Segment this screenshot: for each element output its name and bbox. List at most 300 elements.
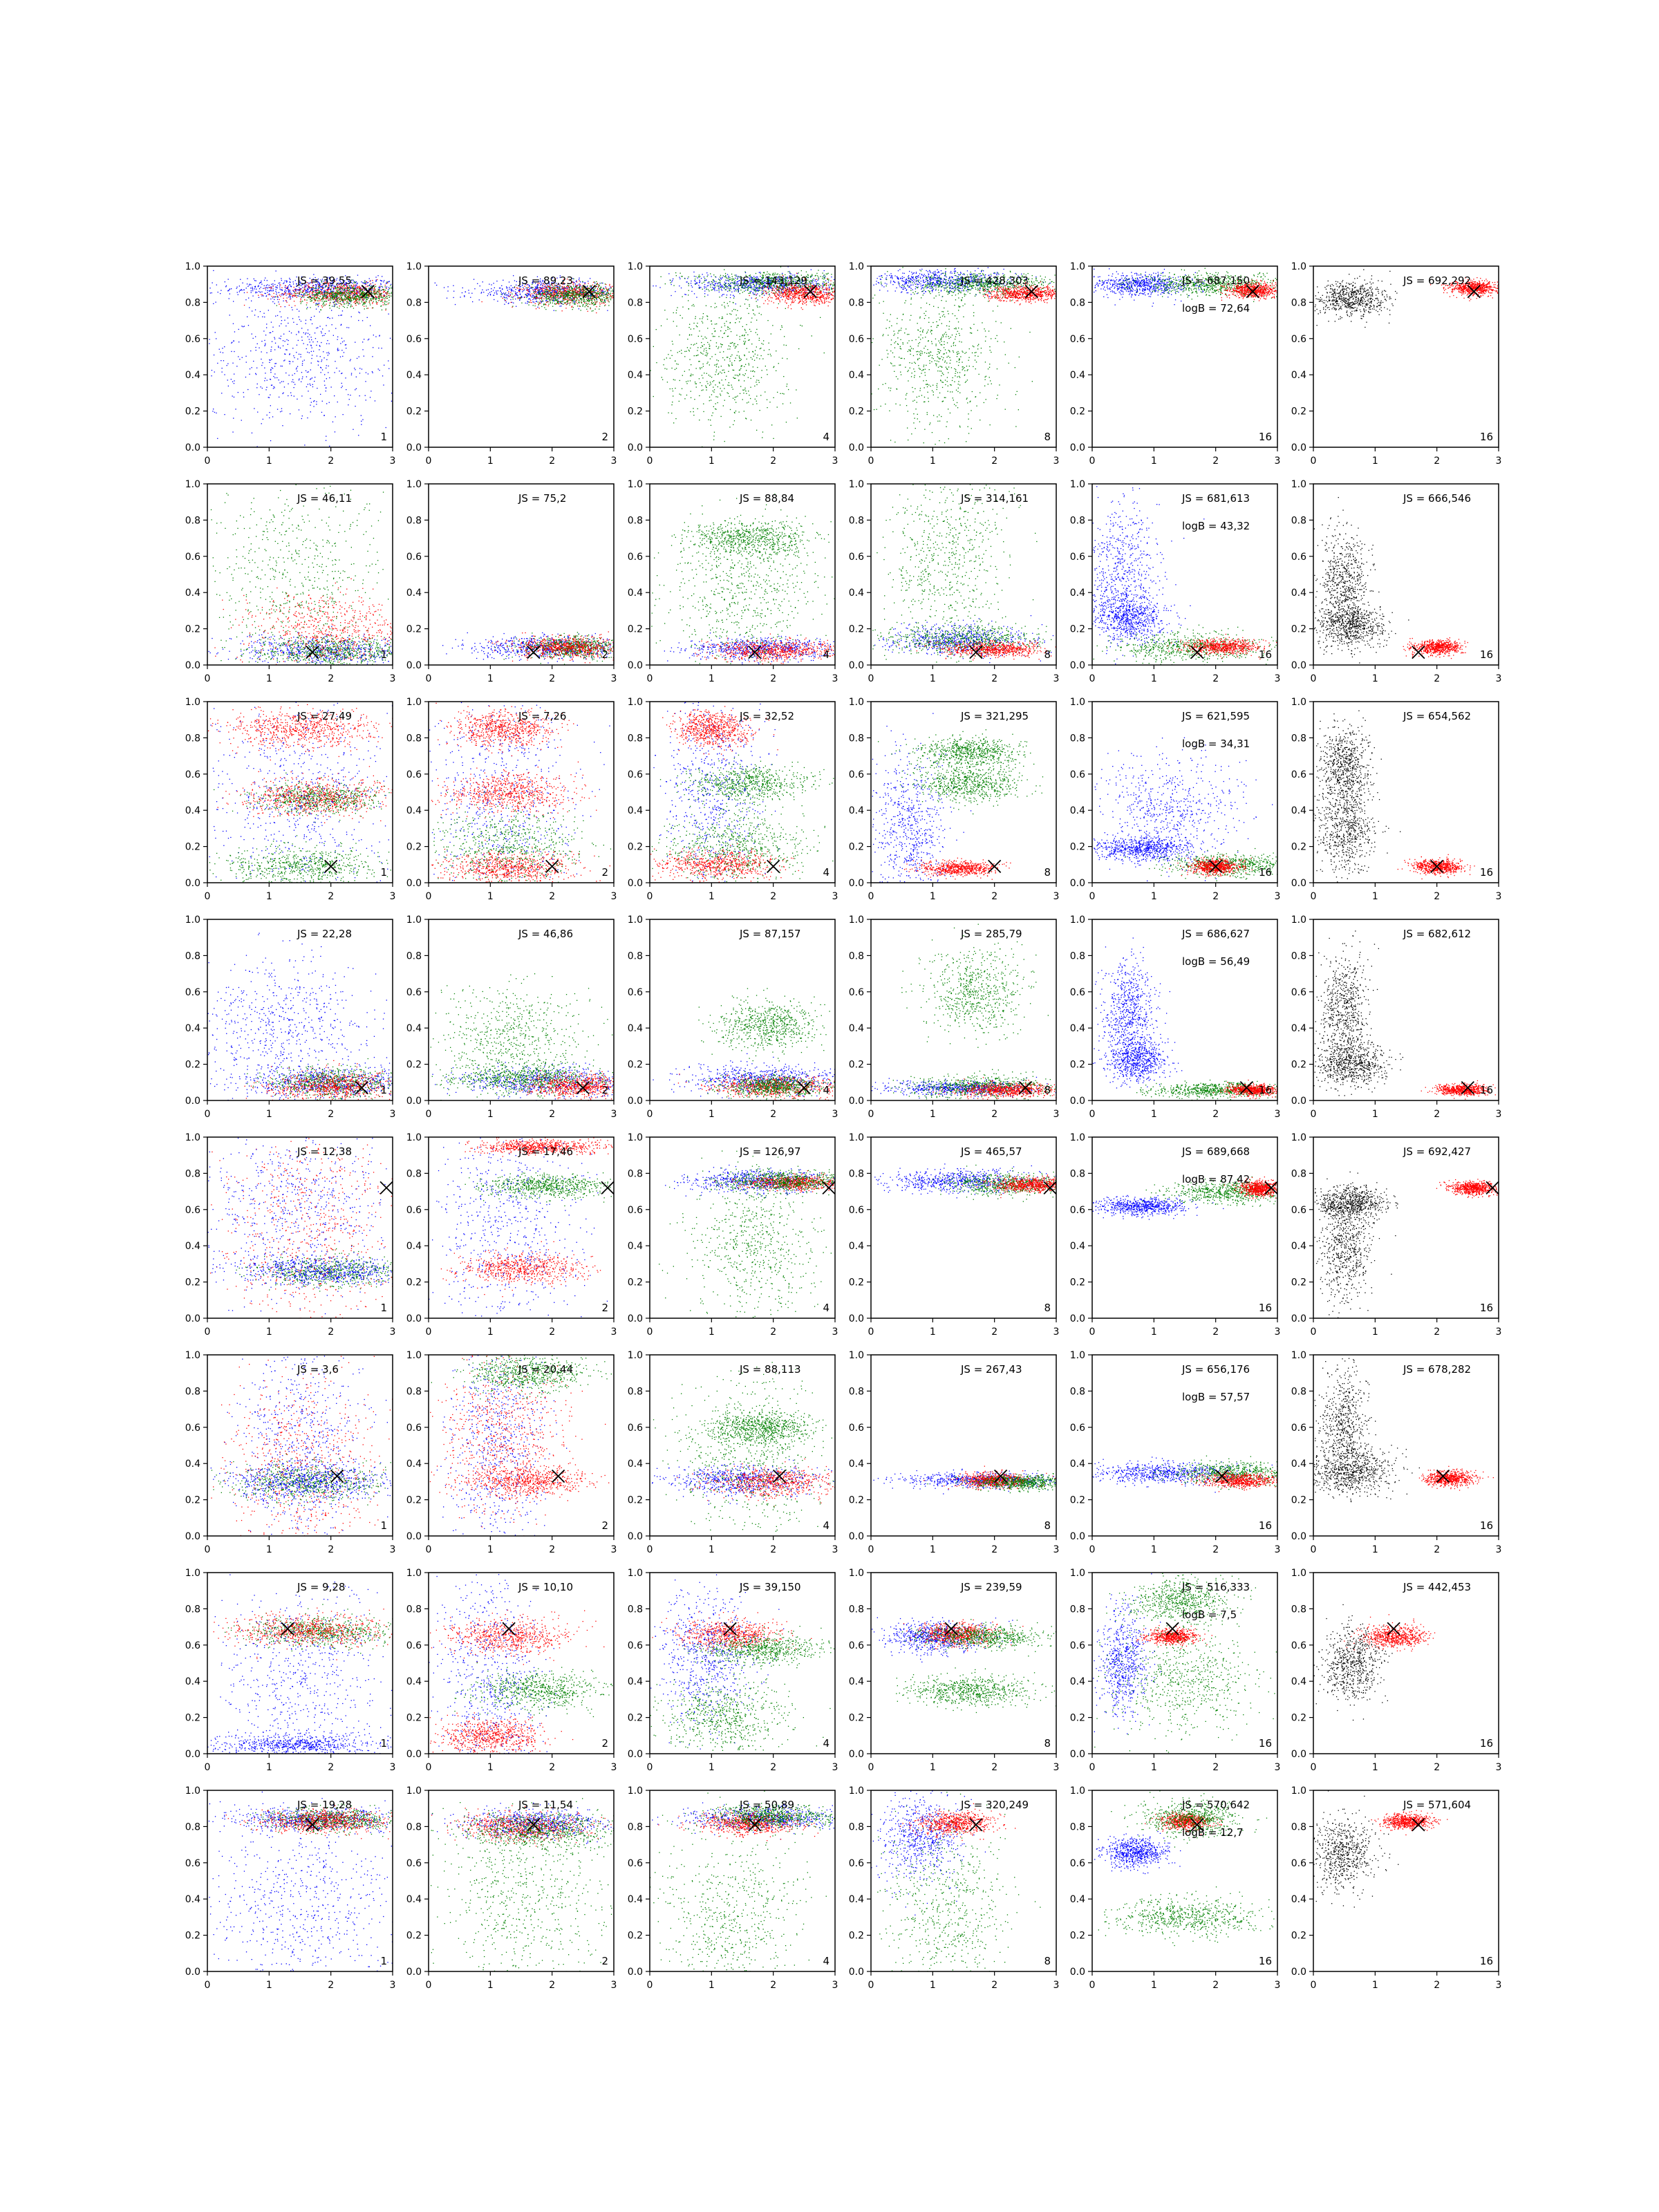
scatter-point <box>303 294 304 295</box>
scatter-point <box>329 377 330 378</box>
scatter-point <box>371 292 372 293</box>
scatter-point <box>570 300 571 301</box>
scatter-point <box>594 301 595 302</box>
scatter-point <box>365 395 366 396</box>
scatter-point <box>320 300 321 301</box>
scatter-point <box>261 284 262 285</box>
scatter-point <box>707 285 708 286</box>
scatter-point <box>376 279 377 280</box>
scatter-point <box>277 285 278 286</box>
scatter-point <box>279 294 280 295</box>
scatter-point <box>331 291 332 292</box>
scatter-point <box>362 341 363 342</box>
scatter-point <box>375 276 376 277</box>
scatter-point <box>557 287 558 288</box>
scatter-point <box>306 302 307 303</box>
scatter-point <box>306 386 307 387</box>
scatter-point <box>283 294 284 295</box>
scatter-point <box>569 299 570 300</box>
scatter-point <box>519 299 520 300</box>
scatter-point <box>241 289 242 290</box>
scatter-point <box>298 331 299 332</box>
scatter-point <box>545 309 546 310</box>
scatter-point <box>213 303 214 304</box>
scatter-point <box>295 290 296 291</box>
scatter-point <box>556 297 557 298</box>
scatter-point <box>301 395 302 396</box>
scatter-point <box>382 297 383 298</box>
scatter-point <box>724 282 725 283</box>
scatter-point <box>727 291 728 292</box>
scatter-point <box>317 361 318 362</box>
scatter-point <box>278 301 279 302</box>
scatter-point <box>544 307 545 308</box>
scatter-point <box>334 395 335 396</box>
scatter-point <box>549 288 550 289</box>
scatter-point <box>344 307 345 308</box>
scatter-point <box>487 295 488 296</box>
scatter-point <box>577 285 578 286</box>
scatter-point <box>277 296 278 297</box>
scatter-point <box>582 306 583 307</box>
scatter-point <box>359 293 360 294</box>
scatter-point <box>345 296 346 297</box>
scatter-point <box>271 385 272 386</box>
scatter-point <box>384 300 385 301</box>
scatter-point <box>609 285 610 286</box>
scatter-point <box>604 299 605 300</box>
scatter-point <box>550 287 551 288</box>
scatter-point <box>329 318 330 319</box>
scatter-point <box>304 444 305 445</box>
scatter-point <box>224 414 225 415</box>
scatter-point <box>310 345 311 346</box>
scatter-point <box>310 319 311 320</box>
scatter-point <box>556 294 557 295</box>
scatter-point <box>287 288 288 289</box>
scatter-point <box>555 292 556 293</box>
scatter-point <box>296 368 297 369</box>
scatter-point <box>320 296 321 297</box>
scatter-point <box>706 272 707 273</box>
scatter-point <box>249 374 250 375</box>
scatter-point <box>610 296 611 297</box>
scatter-point <box>584 283 585 284</box>
scatter-point <box>338 315 339 316</box>
scatter-point <box>384 291 385 292</box>
scatter-point <box>575 283 576 284</box>
scatter-point <box>553 288 554 289</box>
scatter-point <box>734 290 735 291</box>
scatter-point <box>291 395 292 396</box>
scatter-point <box>261 423 262 424</box>
scatter-point <box>330 299 331 300</box>
scatter-point <box>314 316 315 317</box>
scatter-point <box>595 309 596 310</box>
scatter-point <box>528 294 529 295</box>
scatter-point <box>729 288 730 289</box>
scatter-point <box>275 316 276 317</box>
scatter-point <box>274 377 275 378</box>
scatter-point <box>540 287 541 288</box>
scatter-point <box>570 302 571 303</box>
scatter-point <box>305 295 306 296</box>
scatter-point <box>379 286 380 287</box>
scatter-point <box>282 425 283 426</box>
scatter-point <box>376 301 377 302</box>
scatter-point <box>607 298 608 299</box>
scatter-point <box>508 293 509 294</box>
scatter-point <box>296 334 297 335</box>
scatter-point <box>604 288 605 289</box>
scatter-point <box>735 303 736 304</box>
scatter-point <box>269 412 270 413</box>
scatter-point <box>522 289 523 290</box>
scatter-point <box>329 296 330 297</box>
scatter-point <box>327 317 328 318</box>
scatter-point <box>564 295 565 296</box>
scatter-point <box>310 369 311 370</box>
scatter-point <box>270 332 271 333</box>
scatter-point <box>510 295 511 296</box>
scatter-point <box>610 299 611 300</box>
scatter-point <box>288 340 289 341</box>
scatter-point <box>540 298 541 299</box>
scatter-point <box>313 351 314 352</box>
scatter-point <box>319 346 320 347</box>
scatter-point <box>745 272 746 273</box>
scatter-point <box>564 302 565 303</box>
scatter-point <box>280 338 281 339</box>
scatter-point <box>306 300 307 301</box>
scatter-point <box>542 295 543 296</box>
scatter-point <box>587 304 588 305</box>
scatter-point <box>587 300 588 301</box>
scatter-point <box>589 300 590 301</box>
scatter-point <box>271 284 272 285</box>
scatter-point <box>387 293 388 294</box>
scatter-point <box>319 293 320 294</box>
scatter-point <box>284 359 285 360</box>
scatter-point <box>296 352 297 353</box>
scatter-point <box>340 315 341 316</box>
scatter-point <box>574 290 575 291</box>
scatter-point <box>472 301 473 302</box>
scatter-point <box>336 295 337 296</box>
scatter-point <box>605 294 606 295</box>
x-tick-label: 0 <box>426 456 432 467</box>
scatter-point <box>579 293 580 294</box>
scatter-point <box>272 288 273 289</box>
scatter-point <box>375 286 376 287</box>
scatter-point <box>704 290 705 291</box>
scatter-point <box>219 349 220 350</box>
scatter-point <box>731 282 732 283</box>
scatter-point <box>448 286 449 287</box>
scatter-point <box>362 349 363 350</box>
scatter-point <box>574 295 575 296</box>
scatter-point <box>329 288 330 289</box>
scatter-point <box>329 330 330 331</box>
scatter-point <box>306 304 307 305</box>
scatter-point <box>302 365 303 366</box>
scatter-point <box>561 294 562 295</box>
scatter-point <box>453 291 454 292</box>
scatter-point <box>388 281 389 282</box>
scatter-point <box>364 308 365 309</box>
scatter-point <box>248 325 249 326</box>
scatter-point <box>350 359 351 360</box>
scatter-point <box>366 297 367 298</box>
scatter-point <box>363 293 364 294</box>
scatter-point <box>311 339 312 340</box>
scatter-point <box>272 301 273 302</box>
scatter-point <box>322 307 323 308</box>
scatter-point <box>324 385 325 386</box>
scatter-point <box>306 290 307 291</box>
scatter-point <box>342 301 343 302</box>
scatter-point <box>455 304 456 305</box>
scatter-point <box>284 353 285 354</box>
scatter-point <box>544 290 545 291</box>
scatter-point <box>594 291 595 292</box>
scatter-point <box>714 289 715 290</box>
scatter-point <box>513 290 514 291</box>
scatter-point <box>730 294 731 295</box>
scatter-point <box>516 292 517 293</box>
scatter-point <box>333 306 334 307</box>
scatter-point <box>342 292 343 293</box>
scatter-point <box>580 289 581 290</box>
scatter-point <box>584 302 585 303</box>
scatter-point <box>255 286 256 287</box>
scatter-point <box>511 285 512 286</box>
scatter-point <box>252 296 253 297</box>
scatter-point <box>594 300 595 301</box>
scatter-point <box>386 301 387 302</box>
scatter-point <box>355 282 356 283</box>
scatter-point <box>372 371 373 372</box>
scatter-point <box>540 296 541 297</box>
scatter-point <box>593 302 594 303</box>
scatter-point <box>214 412 215 413</box>
scatter-point <box>583 288 584 289</box>
scatter-point <box>388 368 389 369</box>
scatter-point <box>759 272 760 273</box>
scatter-point <box>306 376 307 377</box>
scatter-point <box>610 288 611 289</box>
scatter-point <box>281 320 282 321</box>
scatter-point <box>368 285 369 286</box>
scatter-point <box>261 351 262 352</box>
scatter-point <box>576 296 577 297</box>
scatter-point <box>337 350 338 351</box>
scatter-point <box>503 292 504 293</box>
scatter-point <box>275 291 276 292</box>
scatter-point <box>598 287 599 288</box>
scatter-point <box>341 383 342 384</box>
scatter-point <box>319 291 320 292</box>
scatter-point <box>307 352 308 353</box>
scatter-point <box>578 287 579 288</box>
scatter-point <box>535 303 536 304</box>
scatter-point <box>600 293 601 294</box>
scatter-point <box>582 281 583 282</box>
scatter-point <box>554 288 555 289</box>
scatter-point <box>580 292 581 293</box>
scatter-point <box>331 292 332 293</box>
scatter-point <box>352 298 353 299</box>
scatter-point <box>296 290 297 291</box>
scatter-point <box>532 301 533 302</box>
scatter-point <box>373 298 374 299</box>
scatter-point <box>379 300 380 301</box>
scatter-point <box>481 292 482 293</box>
scatter-point <box>351 300 352 301</box>
scatter-point <box>386 298 387 299</box>
scatter-point <box>734 296 735 297</box>
scatter-point <box>253 361 254 362</box>
scatter-point <box>354 302 355 303</box>
scatter-point <box>330 291 331 292</box>
scatter-point <box>279 311 280 312</box>
scatter-point <box>307 307 308 308</box>
scatter-point <box>276 292 277 293</box>
scatter-point <box>565 302 566 303</box>
scatter-point <box>310 385 311 386</box>
scatter-point <box>353 284 354 285</box>
scatter-point <box>367 286 368 287</box>
scatter-point <box>270 351 271 352</box>
scatter-point <box>220 293 221 294</box>
scatter-point <box>569 294 570 295</box>
scatter-point <box>267 280 268 281</box>
scatter-point <box>383 281 384 282</box>
scatter-point <box>543 303 544 304</box>
scatter-point <box>277 409 278 410</box>
scatter-point <box>541 302 542 303</box>
scatter-point <box>700 287 701 288</box>
scatter-point <box>284 293 285 294</box>
scatter-point <box>583 290 584 291</box>
js-annotation: JS = 89,23 <box>518 274 573 287</box>
scatter-point <box>344 292 345 293</box>
scatter-point <box>789 271 790 272</box>
scatter-point <box>262 362 263 363</box>
scatter-point <box>248 298 249 299</box>
scatter-point <box>322 335 323 336</box>
scatter-point <box>315 305 316 306</box>
scatter-point <box>301 418 302 419</box>
scatter-point <box>567 303 568 304</box>
scatter-point <box>275 287 276 288</box>
scatter-point <box>337 302 338 303</box>
scatter-point <box>764 295 765 296</box>
scatter-point <box>302 415 303 416</box>
scatter-point <box>380 280 381 281</box>
scatter-point <box>378 368 379 369</box>
scatter-point <box>355 303 356 304</box>
scatter-point <box>293 322 294 323</box>
scatter-point <box>549 287 550 288</box>
scatter-point <box>576 280 577 281</box>
scatter-point <box>249 307 250 308</box>
scatter-point <box>363 303 364 304</box>
scatter-point <box>329 300 330 301</box>
scatter-point <box>519 288 520 289</box>
scatter-point <box>326 378 327 379</box>
scatter-point <box>342 310 343 311</box>
scatter-point <box>294 384 295 385</box>
scatter-point <box>361 281 362 282</box>
scatter-point <box>526 297 527 298</box>
scatter-point <box>269 362 270 363</box>
scatter-point <box>269 287 270 288</box>
scatter-point <box>540 289 541 290</box>
scatter-point <box>364 292 365 293</box>
scatter-point <box>382 287 383 288</box>
scatter-point <box>596 296 597 297</box>
scatter-point <box>303 293 304 294</box>
scatter-point <box>592 298 593 299</box>
scatter-point <box>607 300 608 301</box>
scatter-point <box>471 293 472 294</box>
scatter-point <box>687 278 688 279</box>
scatter-point <box>354 301 355 302</box>
scatter-point <box>389 293 390 294</box>
scatter-point <box>317 300 318 301</box>
scatter-point <box>609 290 610 291</box>
scatter-point <box>735 274 736 275</box>
scatter-point <box>533 305 534 306</box>
scatter-point <box>608 305 609 306</box>
scatter-point <box>381 284 382 285</box>
scatter-point <box>701 278 702 279</box>
scatter-point <box>321 359 322 360</box>
scatter-point <box>337 289 338 290</box>
scatter-point <box>224 374 225 375</box>
scatter-point <box>606 293 607 294</box>
js-annotation: JS = 39,55 <box>297 274 352 287</box>
scatter-point <box>358 292 359 293</box>
panel-n-label: 1 <box>380 431 387 443</box>
scatter-point <box>545 294 546 295</box>
scatter-point <box>530 300 531 301</box>
scatter-point <box>289 293 290 294</box>
scatter-point <box>316 401 317 402</box>
scatter-point <box>263 330 264 331</box>
scatter-point <box>562 301 563 302</box>
scatter-point <box>293 283 294 284</box>
scatter-point <box>352 290 353 291</box>
scatter-point <box>335 416 336 417</box>
scatter-point <box>385 301 386 302</box>
scatter-point <box>728 277 729 278</box>
scatter-point <box>585 297 586 298</box>
scatter-point <box>567 292 568 293</box>
scatter-point <box>390 338 391 339</box>
scatter-point <box>332 299 333 300</box>
scatter-point <box>227 379 228 380</box>
scatter-point <box>280 296 281 297</box>
scatter-point <box>240 279 241 280</box>
scatter-point <box>255 292 256 293</box>
scatter-point <box>611 287 612 288</box>
scatter-point <box>762 288 763 289</box>
scatter-point <box>560 302 561 303</box>
scatter-point <box>587 285 588 286</box>
scatter-point <box>313 302 314 303</box>
